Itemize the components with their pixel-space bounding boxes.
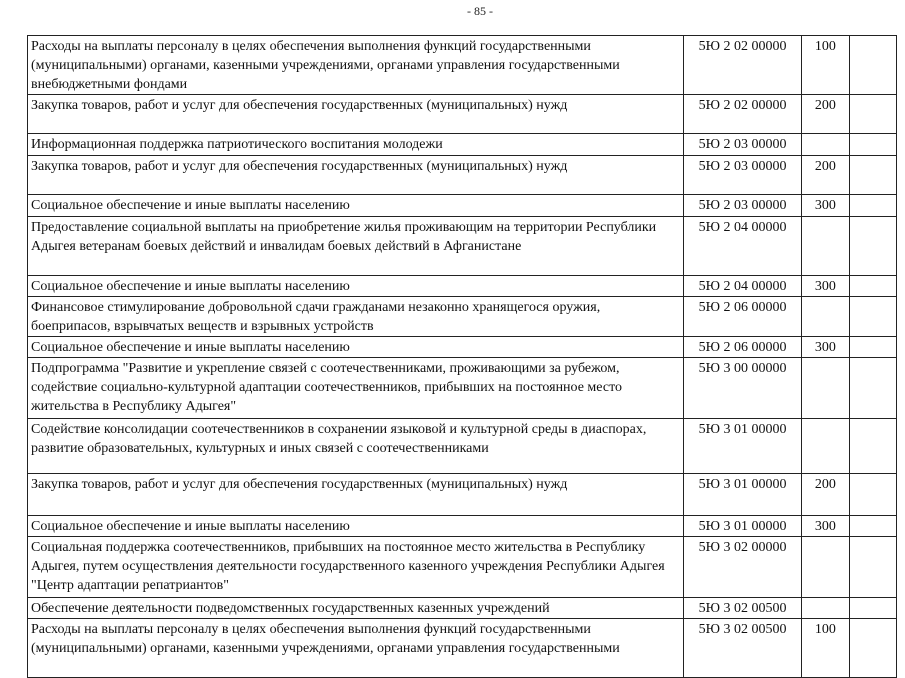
row-code: 5Ю 2 03 00000 (684, 195, 802, 217)
row-amount-cell (849, 36, 896, 95)
row-name: Финансовое стимулирование добровольной сдачи гражданами незаконно хранящегося оружия, боеприпасов, взрывчатых веществ и взрывных устройств (28, 297, 684, 337)
row-code: 5Ю 2 04 00000 (684, 276, 802, 297)
table-row (28, 598, 897, 619)
row-amount-cell (849, 297, 896, 337)
table-row (28, 156, 897, 195)
table-row (28, 537, 897, 598)
row-name: Обеспечение деятельности подведомственных государственных казенных учреждений (28, 598, 684, 619)
row-name: Предоставление социальной выплаты на приобретение жилья проживающим на территории Республики Адыгея ветеранам боевых действий и инвалидам боевых действий в Афганистане (28, 217, 684, 276)
row-name: Информационная поддержка патриотического воспитания молодежи (28, 134, 684, 156)
row-expense-type: 200 (802, 156, 849, 195)
row-code: 5Ю 3 02 00500 (684, 598, 802, 619)
row-expense-type: 100 (802, 36, 849, 95)
row-expense-type: 200 (802, 474, 849, 516)
row-code: 5Ю 2 06 00000 (684, 337, 802, 358)
table-row (28, 297, 897, 337)
row-expense-type (802, 598, 849, 619)
row-name: Расходы на выплаты персоналу в целях обеспечения выполнения функций государственными (муниципальными) органами, казенными учреждениями, органами управления государственными внебюджетными фондами (28, 36, 684, 95)
row-amount-cell (849, 156, 896, 195)
row-name: Социальное обеспечение и иные выплаты населению (28, 276, 684, 297)
row-expense-type (802, 297, 849, 337)
budget-table (27, 35, 897, 678)
row-expense-type: 200 (802, 95, 849, 134)
row-amount-cell (849, 537, 896, 598)
row-expense-type: 100 (802, 619, 849, 678)
row-name: Социальное обеспечение и иные выплаты населению (28, 195, 684, 217)
table-row (28, 195, 897, 217)
table-row (28, 516, 897, 537)
row-amount-cell (849, 474, 896, 516)
table-row (28, 358, 897, 419)
row-code: 5Ю 3 02 00000 (684, 537, 802, 598)
row-amount-cell (849, 358, 896, 419)
row-code: 5Ю 3 01 00000 (684, 419, 802, 474)
table-row (28, 619, 897, 678)
row-amount-cell (849, 516, 896, 537)
row-name: Социальное обеспечение и иные выплаты населению (28, 516, 684, 537)
row-amount-cell (849, 598, 896, 619)
row-amount-cell (849, 217, 896, 276)
row-name: Расходы на выплаты персоналу в целях обеспечения выполнения функций государственными (муниципальными) органами, казенными учреждениями, органами управления государственными (28, 619, 684, 678)
row-code: 5Ю 3 00 00000 (684, 358, 802, 419)
table-row (28, 276, 897, 297)
row-code: 5Ю 2 03 00000 (684, 156, 802, 195)
table-row (28, 95, 897, 134)
row-expense-type: 300 (802, 195, 849, 217)
row-code: 5Ю 2 03 00000 (684, 134, 802, 156)
row-expense-type: 300 (802, 516, 849, 537)
page-number: - 85 - (467, 4, 493, 18)
table-row (28, 134, 897, 156)
table-row (28, 474, 897, 516)
row-expense-type (802, 358, 849, 419)
row-expense-type (802, 419, 849, 474)
row-amount-cell (849, 337, 896, 358)
row-name: Социальная поддержка соотечественников, прибывших на постоянное место жительства в Республику Адыгея, путем осуществления деятельности государственного казенного учреждения Республики Адыгея "Центр адаптации репатриантов" (28, 537, 684, 598)
row-code: 5Ю 2 02 00000 (684, 36, 802, 95)
row-amount-cell (849, 419, 896, 474)
row-expense-type: 300 (802, 337, 849, 358)
row-expense-type (802, 134, 849, 156)
row-amount-cell (849, 195, 896, 217)
row-expense-type (802, 537, 849, 598)
row-amount-cell (849, 134, 896, 156)
table-row (28, 217, 897, 276)
row-code: 5Ю 2 06 00000 (684, 297, 802, 337)
row-code: 5Ю 3 01 00000 (684, 516, 802, 537)
row-name: Закупка товаров, работ и услуг для обеспечения государственных (муниципальных) нужд (28, 474, 684, 516)
row-code: 5Ю 2 04 00000 (684, 217, 802, 276)
row-code: 5Ю 3 01 00000 (684, 474, 802, 516)
table-row (28, 419, 897, 474)
row-name: Закупка товаров, работ и услуг для обеспечения государственных (муниципальных) нужд (28, 95, 684, 134)
table-row (28, 36, 897, 95)
row-name: Социальное обеспечение и иные выплаты населению (28, 337, 684, 358)
table-row (28, 337, 897, 358)
row-code: 5Ю 3 02 00500 (684, 619, 802, 678)
row-amount-cell (849, 619, 896, 678)
row-code: 5Ю 2 02 00000 (684, 95, 802, 134)
row-amount-cell (849, 95, 896, 134)
row-name: Подпрограмма "Развитие и укрепление связей с соотечественниками, проживающими за рубежом, содействие социально-культурной адаптации соотечественников, прибывших на постоянное место жительства в Республику Адыгея" (28, 358, 684, 419)
row-expense-type: 300 (802, 276, 849, 297)
row-amount-cell (849, 276, 896, 297)
row-name: Содействие консолидации соотечественников в сохранении языковой и культурной среды в диаспорах, развитие образовательных, культурных и иных связей с соотечественниками (28, 419, 684, 474)
row-name: Закупка товаров, работ и услуг для обеспечения государственных (муниципальных) нужд (28, 156, 684, 195)
row-expense-type (802, 217, 849, 276)
